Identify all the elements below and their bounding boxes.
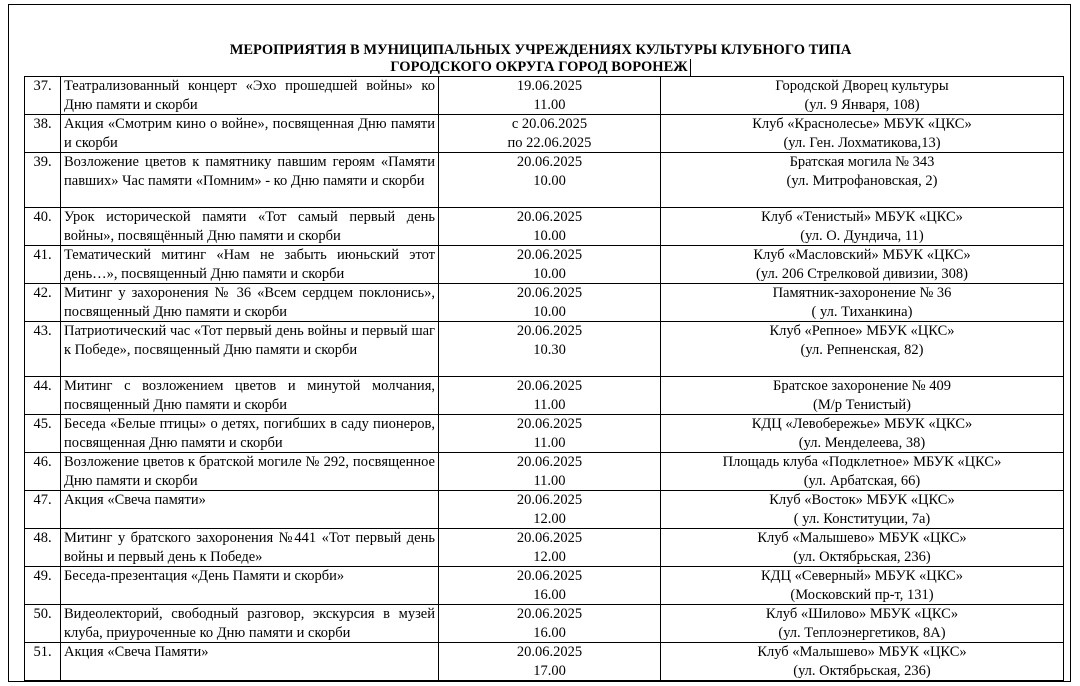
venue-name: Братское захоронение № 409 [773, 378, 951, 394]
date-cell [439, 115, 661, 153]
table-row [25, 491, 1064, 529]
place-cell [661, 529, 1064, 567]
event-time: 16.00 [533, 586, 566, 603]
venue-name: Братская могила № 343 [789, 154, 935, 170]
event-time: 11.00 [533, 396, 566, 413]
place-cell [661, 643, 1064, 681]
venue-address: (ул. Менделеева, 38) [798, 434, 926, 451]
venue-address: (ул. Теплоэнергетиков, 8А) [778, 624, 946, 641]
venue-name: КДЦ «Левобережье» МБУК «ЦКС» [751, 416, 973, 432]
event-time: 16.00 [533, 624, 566, 641]
venue-address: (ул. О. Дундича, 11) [800, 227, 924, 244]
event-cell [61, 77, 439, 115]
event-time: 12.00 [533, 548, 566, 565]
event-time: 10.00 [533, 227, 566, 244]
event-cell [61, 377, 439, 415]
row-number-text: 38. [33, 116, 52, 132]
row-number [25, 284, 61, 322]
table-row [25, 605, 1064, 643]
date-cell [439, 605, 661, 643]
venue-address: (ул. 206 Стрелковой дивизии, 308) [756, 265, 968, 282]
venue-name: Клуб «Малышево» МБУК «ЦКС» [757, 530, 967, 546]
table-row [25, 567, 1064, 605]
event-cell [61, 208, 439, 246]
venue-name: КДЦ «Северный» МБУК «ЦКС» [760, 568, 963, 584]
event-time: 10.30 [533, 341, 566, 358]
date-cell [439, 643, 661, 681]
place-cell [661, 208, 1064, 246]
venue-name: Клуб «Репное» МБУК «ЦКС» [769, 323, 955, 339]
row-number-text: 41. [33, 247, 52, 263]
event-date: 20.06.2025 [516, 247, 583, 263]
table-row [25, 153, 1064, 208]
event-date: 20.06.2025 [516, 323, 583, 339]
event-date: 20.06.2025 [516, 285, 583, 301]
document-title [9, 42, 1072, 76]
title-line-2: ГОРОДСКОГО ОКРУГА ГОРОД ВОРОНЕЖ [390, 59, 690, 76]
row-number-text: 37. [33, 78, 52, 94]
event-text: Митинг с возложением цветов и минутой молчания, посвященный Дню памяти и скорби [64, 378, 435, 413]
table-row [25, 643, 1064, 681]
venue-name: Клуб «Малышево» МБУК «ЦКС» [757, 644, 967, 660]
row-number-text: 42. [33, 285, 52, 301]
table-row [25, 208, 1064, 246]
event-time: 11.00 [533, 434, 566, 451]
row-number [25, 246, 61, 284]
event-text: Акция «Свеча памяти» [64, 492, 206, 508]
event-time: 12.00 [533, 510, 566, 527]
table-row [25, 284, 1064, 322]
event-date: 20.06.2025 [516, 568, 583, 584]
event-date: с 20.06.2025 [511, 116, 588, 132]
table-row [25, 529, 1064, 567]
event-time: 17.00 [533, 662, 566, 679]
venue-address: (ул. Октябрьская, 236) [793, 662, 931, 679]
place-cell [661, 115, 1064, 153]
row-number-text: 51. [33, 644, 52, 660]
event-cell [61, 453, 439, 491]
date-cell [439, 491, 661, 529]
row-number [25, 153, 61, 208]
table-row [25, 322, 1064, 377]
title-line-1: МЕРОПРИЯТИЯ В МУНИЦИПАЛЬНЫХ УЧРЕЖДЕНИЯХ КУЛЬТУРЫ КЛУБНОГО ТИПА [229, 42, 852, 58]
event-cell [61, 605, 439, 643]
event-date: 20.06.2025 [516, 644, 583, 660]
venue-name: Площадь клуба «Подклетное» МБУК «ЦКС» [722, 454, 1002, 470]
venue-name: Клуб «Восток» МБУК «ЦКС» [769, 492, 955, 508]
row-number-text: 43. [33, 323, 52, 339]
event-time: 11.00 [533, 96, 566, 113]
row-number [25, 77, 61, 115]
event-time: 10.00 [533, 265, 566, 282]
place-cell [661, 567, 1064, 605]
event-text: Возложение цветов к братской могиле № 292, посвященное Дню памяти и скорби [64, 454, 435, 489]
event-text: Беседа-презентация «День Памяти и скорби» [64, 568, 345, 584]
row-number [25, 208, 61, 246]
row-number [25, 529, 61, 567]
row-number [25, 605, 61, 643]
row-number [25, 415, 61, 453]
event-cell [61, 153, 439, 208]
venue-address: (ул. Октябрьская, 236) [793, 548, 931, 565]
event-date: 20.06.2025 [516, 154, 583, 170]
place-cell [661, 153, 1064, 208]
place-cell [661, 284, 1064, 322]
row-number [25, 377, 61, 415]
event-date: 20.06.2025 [516, 606, 583, 622]
event-date: 20.06.2025 [516, 454, 583, 470]
event-text: Митинг у захоронения № 36 «Всем сердцем поклонись», посвященный Дню памяти и скорби [64, 285, 435, 320]
event-text: Акция «Смотрим кино о войне», посвященная Дню памяти и скорби [64, 116, 435, 151]
venue-address: (ул. Митрофановская, 2) [786, 172, 938, 189]
event-time: 10.00 [533, 172, 566, 189]
venue-address: (ул. Репненская, 82) [800, 341, 924, 358]
row-number [25, 322, 61, 377]
date-cell [439, 567, 661, 605]
event-time: 10.00 [533, 303, 566, 320]
venue-name: Городской Дворец культуры [775, 78, 949, 94]
event-text: Тематический митинг «Нам не забыть июньский этот день…», посвященный Дню памяти и скорби [64, 247, 435, 282]
event-date: 20.06.2025 [516, 530, 583, 546]
row-number [25, 453, 61, 491]
event-date: 20.06.2025 [516, 416, 583, 432]
event-cell [61, 529, 439, 567]
event-cell [61, 643, 439, 681]
event-text: Театрализованный концерт «Эхо прошедшей войны» ко Дню памяти и скорби [64, 78, 435, 113]
date-cell [439, 77, 661, 115]
row-number [25, 491, 61, 529]
place-cell [661, 453, 1064, 491]
event-cell [61, 491, 439, 529]
venue-address: (ул. 9 Января, 108) [804, 96, 920, 113]
venue-name: Клуб «Тенистый» МБУК «ЦКС» [761, 209, 963, 225]
row-number [25, 115, 61, 153]
event-date: 20.06.2025 [516, 378, 583, 394]
date-cell [439, 208, 661, 246]
event-text: Патриотический час «Тот первый день войны и первый шаг к Победе», посвященный Дню памяти и скорби [64, 323, 435, 358]
row-number-text: 44. [33, 378, 52, 394]
date-cell [439, 153, 661, 208]
place-cell [661, 491, 1064, 529]
event-cell [61, 115, 439, 153]
row-number-text: 40. [33, 209, 52, 225]
event-text: Митинг у братского захоронения №441 «Тот первый день войны и первый день к Победе» [64, 530, 435, 565]
table-row [25, 415, 1064, 453]
table-row [25, 115, 1064, 153]
date-cell [439, 529, 661, 567]
event-cell [61, 246, 439, 284]
event-text: Возложение цветов к памятнику павшим героям «Памяти павших» Час памяти «Помним» - ко Дню памяти и скорби [64, 154, 435, 189]
row-number-text: 39. [33, 154, 52, 170]
row-number [25, 643, 61, 681]
venue-name: Клуб «Масловский» МБУК «ЦКС» [753, 247, 971, 263]
event-date: 20.06.2025 [516, 209, 583, 225]
event-cell [61, 567, 439, 605]
event-text: Акция «Свеча Памяти» [64, 644, 209, 660]
place-cell [661, 246, 1064, 284]
row-number-text: 48. [33, 530, 52, 546]
venue-address: ( ул. Конституции, 7а) [793, 510, 931, 527]
venue-address: (ул. Ген. Лохматикова,13) [783, 134, 941, 151]
venue-address: ( ул. Тиханкина) [811, 303, 913, 320]
venue-name: Памятник-захоронение № 36 [772, 285, 952, 301]
date-cell [439, 415, 661, 453]
table-row [25, 377, 1064, 415]
venue-name: Клуб «Шилово» МБУК «ЦКС» [765, 606, 959, 622]
row-number-text: 50. [33, 606, 52, 622]
event-cell [61, 284, 439, 322]
event-date: 20.06.2025 [516, 492, 583, 508]
event-text: Беседа «Белые птицы» о детях, погибших в саду пионеров, посвященная Дню памяти и скорби [64, 416, 435, 451]
table-row [25, 246, 1064, 284]
events-table [24, 76, 1064, 681]
date-cell [439, 284, 661, 322]
place-cell [661, 605, 1064, 643]
row-number-text: 49. [33, 568, 52, 584]
event-cell [61, 322, 439, 377]
venue-address: (Московский пр-т, 131) [790, 586, 934, 603]
event-date: 19.06.2025 [516, 78, 583, 94]
row-number-text: 45. [33, 416, 52, 432]
date-cell [439, 322, 661, 377]
table-row [25, 453, 1064, 491]
event-time: 11.00 [533, 472, 566, 489]
event-cell [61, 415, 439, 453]
place-cell [661, 415, 1064, 453]
date-cell [439, 246, 661, 284]
date-cell [439, 377, 661, 415]
venue-name: Клуб «Краснолесье» МБУК «ЦКС» [752, 116, 972, 132]
row-number [25, 567, 61, 605]
date-cell [439, 453, 661, 491]
event-text: Урок исторической памяти «Тот самый первый день войны», посвящённый Дню памяти и скорби [64, 209, 435, 244]
venue-address: (ул. Арбатская, 66) [803, 472, 921, 489]
event-text: Видеолекторий, свободный разговор, экскурсия в музей клуба, приуроченные ко Дню памяти и скорби [64, 606, 435, 641]
table-row [25, 77, 1064, 115]
row-number-text: 46. [33, 454, 52, 470]
place-cell [661, 322, 1064, 377]
event-time: по 22.06.2025 [507, 134, 592, 151]
place-cell [661, 377, 1064, 415]
row-number-text: 47. [33, 492, 52, 508]
venue-address: (М/р Тенистый) [813, 396, 911, 413]
place-cell [661, 77, 1064, 115]
